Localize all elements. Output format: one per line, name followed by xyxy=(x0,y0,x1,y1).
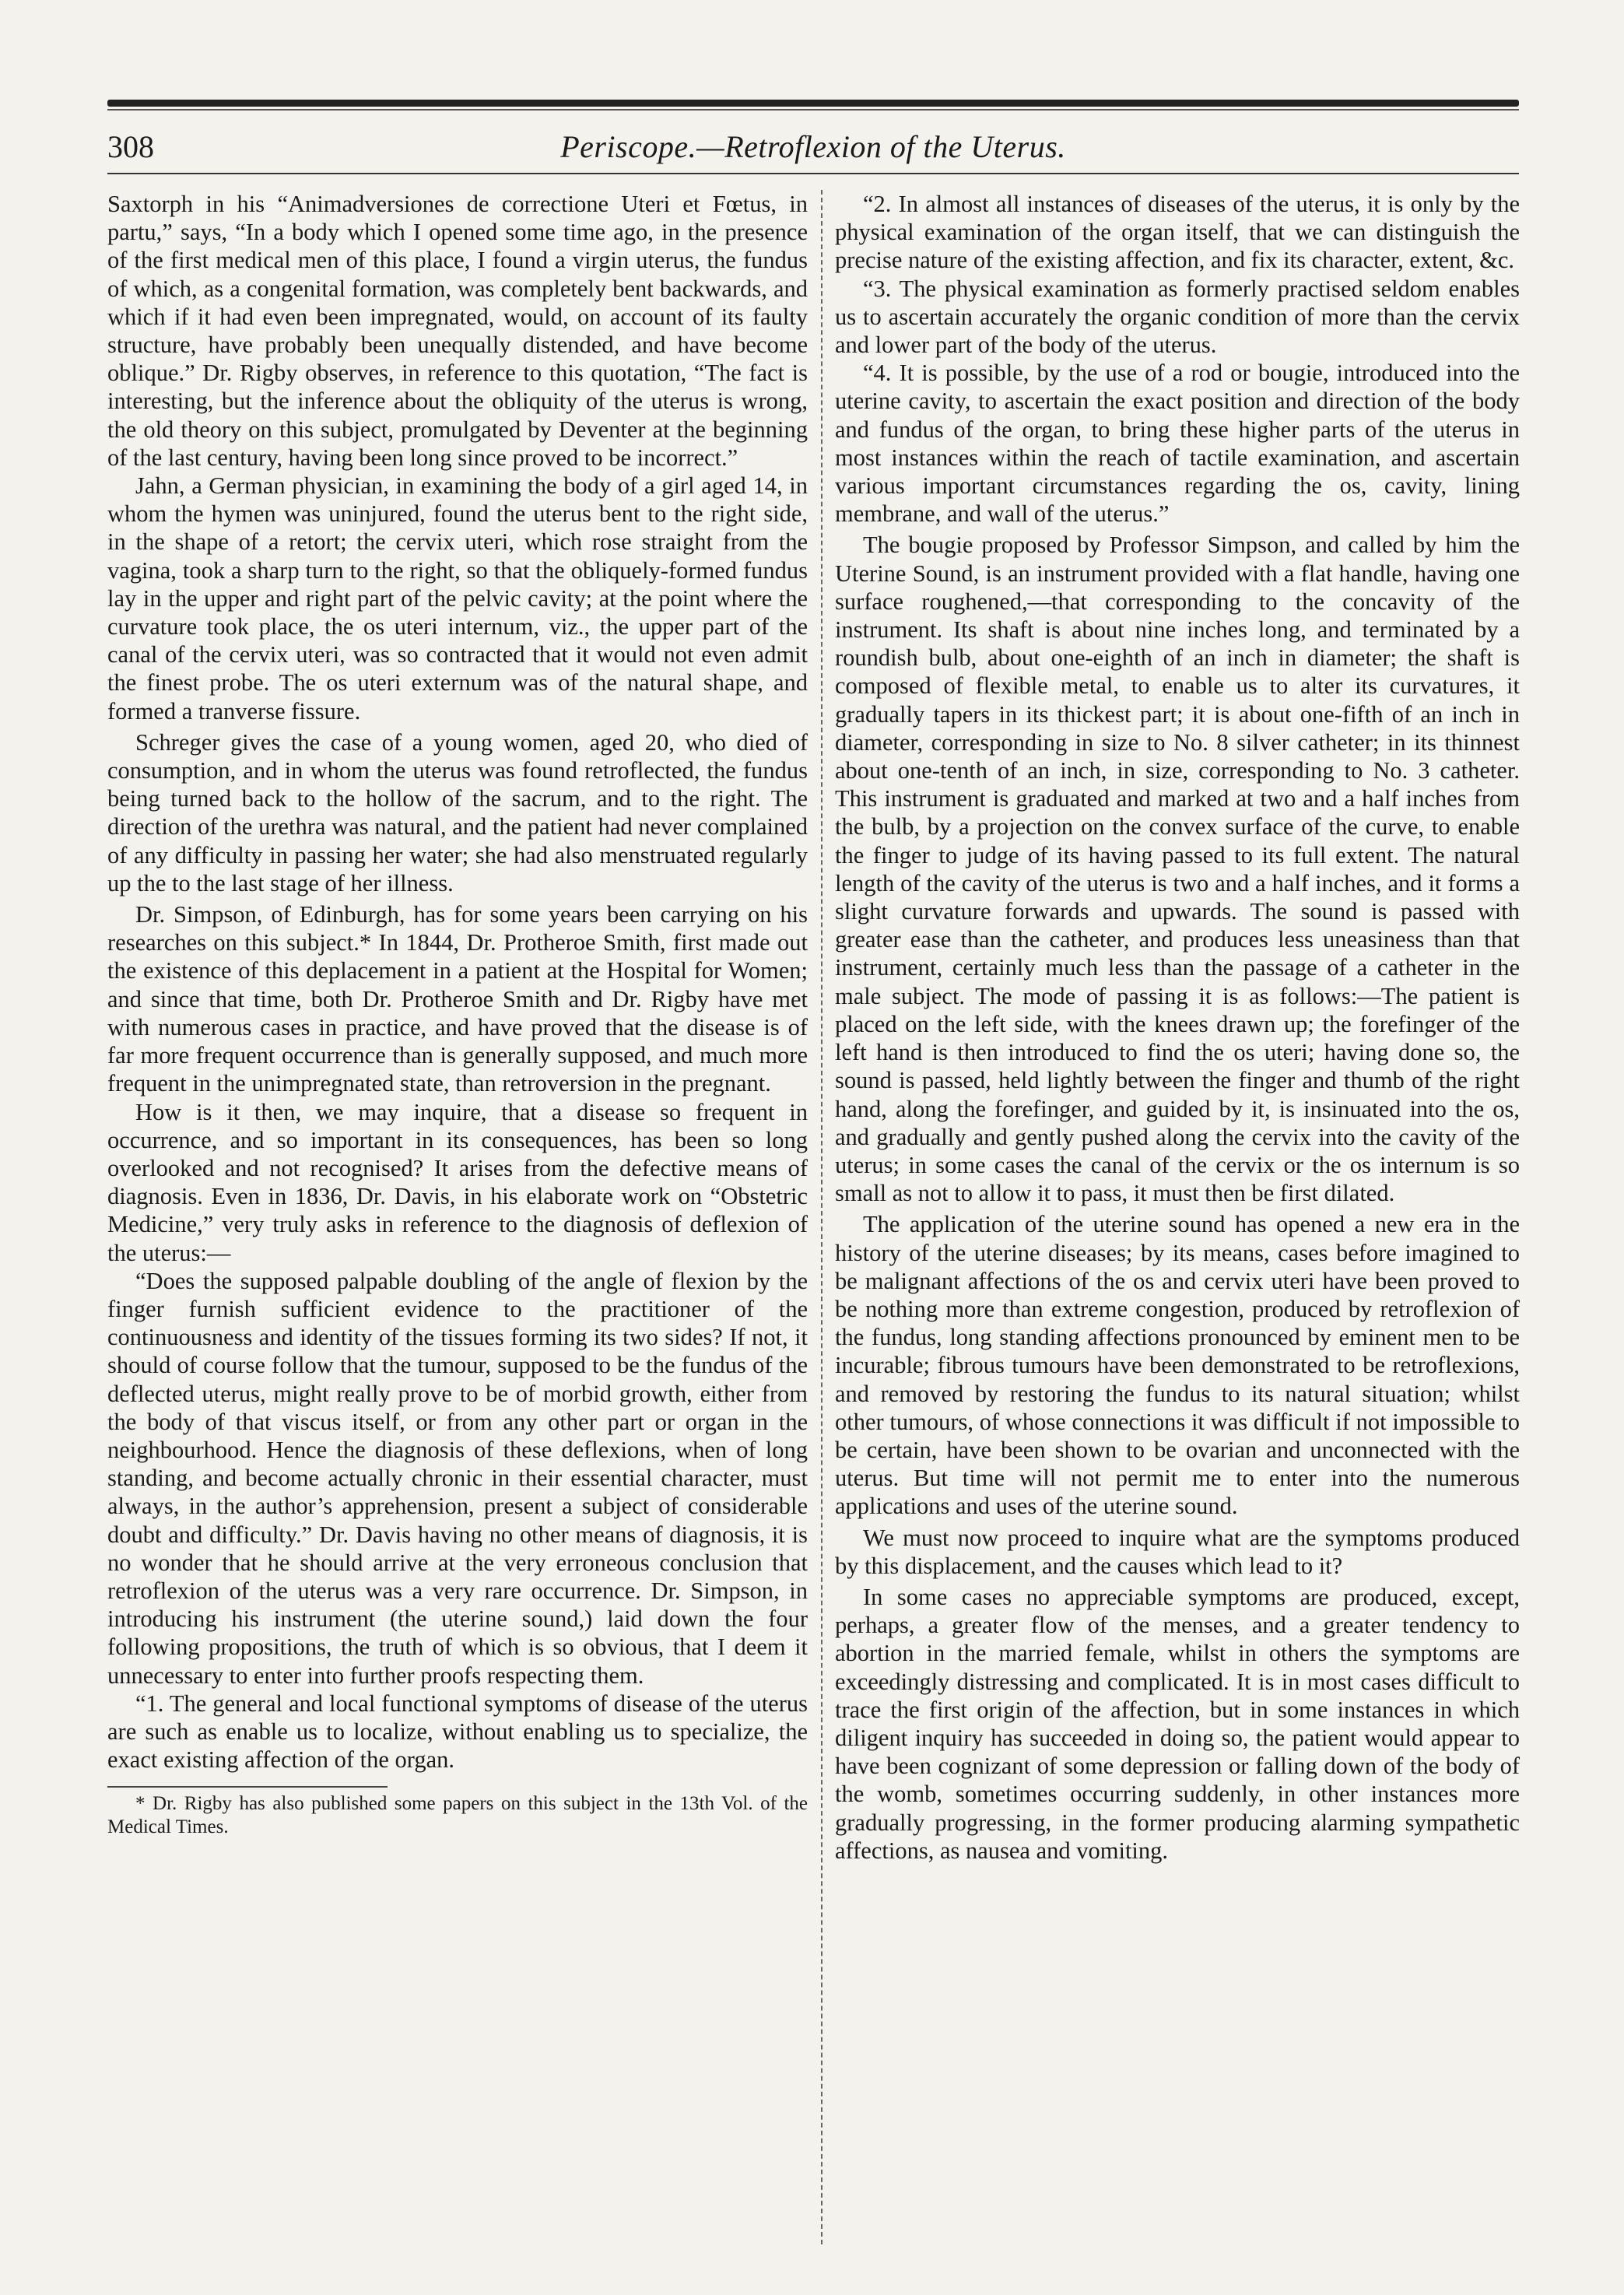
left-paragraph-6: “Does the supposed palpable doubling of the angle of flexion by the finger furnish sufficient evidence to the practitioner of the continuousness and identity of the tissues forming its two sides? If not, it should of course follow that the tumour, supposed to be the fundus of the deflected uterus, might really prove to be of morbid growth, either from the body of that viscus itself, or from any other part or organ in the neighbourhood. Hence the diagnosis of these deflexions, when of long standing, and become actually chronic in their essential character, must always, in the author’s apprehension, present a subject of considerable doubt and difficulty.” Dr. Davis having no other means of diagnosis, it is no wonder that he should arrive at the very erroneous conclusion that retroflexion of the uterus was a very rare occurrence. Dr. Simpson, in introducing his instrument (the uterine sound,) laid down the four following propositions, the truth of which is so obvious, that I deem it unnecessary to enter into further proofs respecting them. xyxy=(107,1267,808,1689)
right-column xyxy=(835,190,1520,1865)
right-paragraph-7: In some cases no appreciable symptoms are produced, except, perhaps, a greater flow of the menses, and a greater tendency to abortion in the married female, whilst in others the symptoms are exceedingly distressing and complicated. It is in most cases difficult to trace the first origin of the affection, but in some instances in which diligent inquiry has succeeded in doing so, the patient would appear to have been cognizant of some depression or falling down of the body of the womb, sometimes occurring suddenly, in other instances more gradually progressing, in the former producing alarming sympathetic affections, as nausea and vomiting. xyxy=(835,1583,1520,1864)
top-heavy-rule xyxy=(107,100,1519,107)
page-number: 308 xyxy=(107,129,154,164)
right-paragraph-1: “2. In almost all instances of diseases of the uterus, it is only by the physical examination of the organ itself, that we can distinguish the precise nature of the existing affection, and fix its character, extent, &c. xyxy=(835,191,1520,274)
left-paragraph-5: How is it then, we may inquire, that a disease so frequent in occurrence, and so important in its consequences, has been so long overlooked and not recognised? It arises from the defective means of diagnosis. Even in 1836, Dr. Davis, in his elaborate work on “Obstetric Medicine,” very truly asks in reference to the diagnosis of deflexion of the uterus:— xyxy=(107,1098,808,1266)
left-paragraph-4: Dr. Simpson, of Edinburgh, has for some years been carrying on his researches on this subject.* In 1844, Dr. Protheroe Smith, first made out the existence of this deplacement in a patient at the Hospital for Women; and since that time, both Dr. Protheroe Smith and Dr. Rigby have met with numerous cases in practice, and have proved that the disease is of far more frequent occurrence than is generally supposed, and much more frequent in the unimpregnated state, than retroversion in the pregnant. xyxy=(107,901,808,1097)
header-rule xyxy=(107,173,1519,174)
running-head: Periscope.—Retroflexion of the Uterus. xyxy=(560,129,1066,164)
right-paragraph-6: We must now proceed to inquire what are the symptoms produced by this displacement, and the causes which lead to it? xyxy=(835,1524,1520,1579)
left-paragraph-1: Saxtorph in his “Animadversiones de correctione Uteri et Fœtus, in partu,” says, “In a body which I opened some time ago, in the presence of the first medical men of this place, I found a virgin uterus, the fundus of which, as a congenital formation, was completely bent backwards, and which if it had even been impregnated, would, on account of its faulty structure, have probably been unequally distended, and have become oblique.” Dr. Rigby observes, in reference to this quotation, “The fact is interesting, but the inference about the obliquity of the uterus is wrong, the old theory on this subject, promulgated by Deventer at the beginning of the last century, having been long since proved to be incorrect.” xyxy=(107,191,808,471)
left-column xyxy=(107,190,808,1839)
right-paragraph-4: The bougie proposed by Professor Simpson, and called by him the Uterine Sound, is an instrument provided with a flat handle, having one surface roughened,—that corresponding to the concavity of the instrument. Its shaft is about nine inches long, and terminated by a roundish bulb, about one-eighth of an inch in diameter; the shaft is composed of flexible metal, to enable us to alter its curvatures, it gradually tapers in its thickest part; it is about one-fifth of an inch in diameter, corresponding in size to No. 8 silver catheter; in its thinnest about one-tenth of an inch, in size, corresponding to No. 3 catheter. This instrument is graduated and marked at two and a half inches from the bulb, by a projection on the convex surface of the curve, to enable the finger to judge of its having passed to its full extent. The natural length of the cavity of the uterus is two and a half inches, and it forms a slight curvature forwards and upwards. The sound is passed with greater ease than the catheter, and produces less uneasiness than that instrument, certainly much less than the passage of a catheter in the male subject. The mode of passing it is as follows:—The patient is placed on the left side, with the knees drawn up; the forefinger of the left hand is then introduced to find the os uteri; having done so, the sound is passed, held lightly between the finger and thumb of the right hand, along the forefinger, and guided by it, is insinuated into the os, and gradually and gently pushed along the cervix into the cavity of the uterus; in some cases the canal of the cervix or the os internum is so small as not to allow it to pass, it must then be first dilated. xyxy=(835,532,1520,1207)
left-paragraph-7: “1. The general and local functional symptoms of disease of the uterus are such as enable us to localize, without enabling us to specialize, the exact existing affection of the organ. xyxy=(107,1690,808,1774)
page-header xyxy=(107,128,1519,175)
footnote-rule xyxy=(107,1786,388,1788)
top-thin-rule xyxy=(107,109,1519,111)
column-divider xyxy=(821,190,823,2244)
footnote: * Dr. Rigby has also published some papers on this subject in the 13th Vol. of the Medical Times. xyxy=(107,1793,808,1838)
right-paragraph-3: “4. It is possible, by the use of a rod or bougie, introduced into the uterine cavity, to ascertain the exact position and direction of the body and fundus of the organ, to bring these higher parts of the uterus in most instances within the reach of tactile examination, and ascertain various important circumstances regarding the os, cavity, lining membrane, and wall of the uterus.” xyxy=(835,360,1520,528)
left-paragraph-2: Jahn, a German physician, in examining the body of a girl aged 14, in whom the hymen was uninjured, found the uterus bent to the right side, in the shape of a retort; the cervix uteri, which rose straight from the vagina, took a sharp turn to the right, so that the obliquely-formed fundus lay in the upper and right part of the pelvic cavity; at the point where the curvature took place, the os uteri internum, viz., the upper part of the canal of the cervix uteri, was so contracted that it would not even admit the finest probe. The os uteri externum was of the natural shape, and formed a tranverse fissure. xyxy=(107,472,808,725)
right-paragraph-5: The application of the uterine sound has opened a new era in the history of the uterine diseases; by its means, cases before imagined to be malignant affections of the os and cervix uteri have been proved to be nothing more than extreme congestion, produced by retroflexion of the fundus, long standing affections pronounced by eminent men to be incurable; fibrous tumours have been demonstrated to be retroflexions, and removed by restoring the fundus to its natural situation; whilst other tumours, of whose connections it was difficult if not impossible to be certain, have been shown to be ovarian and unconnected with the uterus. But time will not permit me to enter into the numerous applications and uses of the uterine sound. xyxy=(835,1211,1520,1520)
left-paragraph-3: Schreger gives the case of a young women, aged 20, who died of consumption, and in whom the uterus was found retroflected, the fundus being turned back to the hollow of the sacrum, and to the right. The direction of the urethra was natural, and the patient had never complained of any difficulty in passing her water; she had also menstruated regularly up the to the last stage of her illness. xyxy=(107,728,808,897)
right-paragraph-2: “3. The physical examination as formerly practised seldom enables us to ascertain accurately the organic condition of more than the cervix and lower part of the body of the uterus. xyxy=(835,275,1520,359)
